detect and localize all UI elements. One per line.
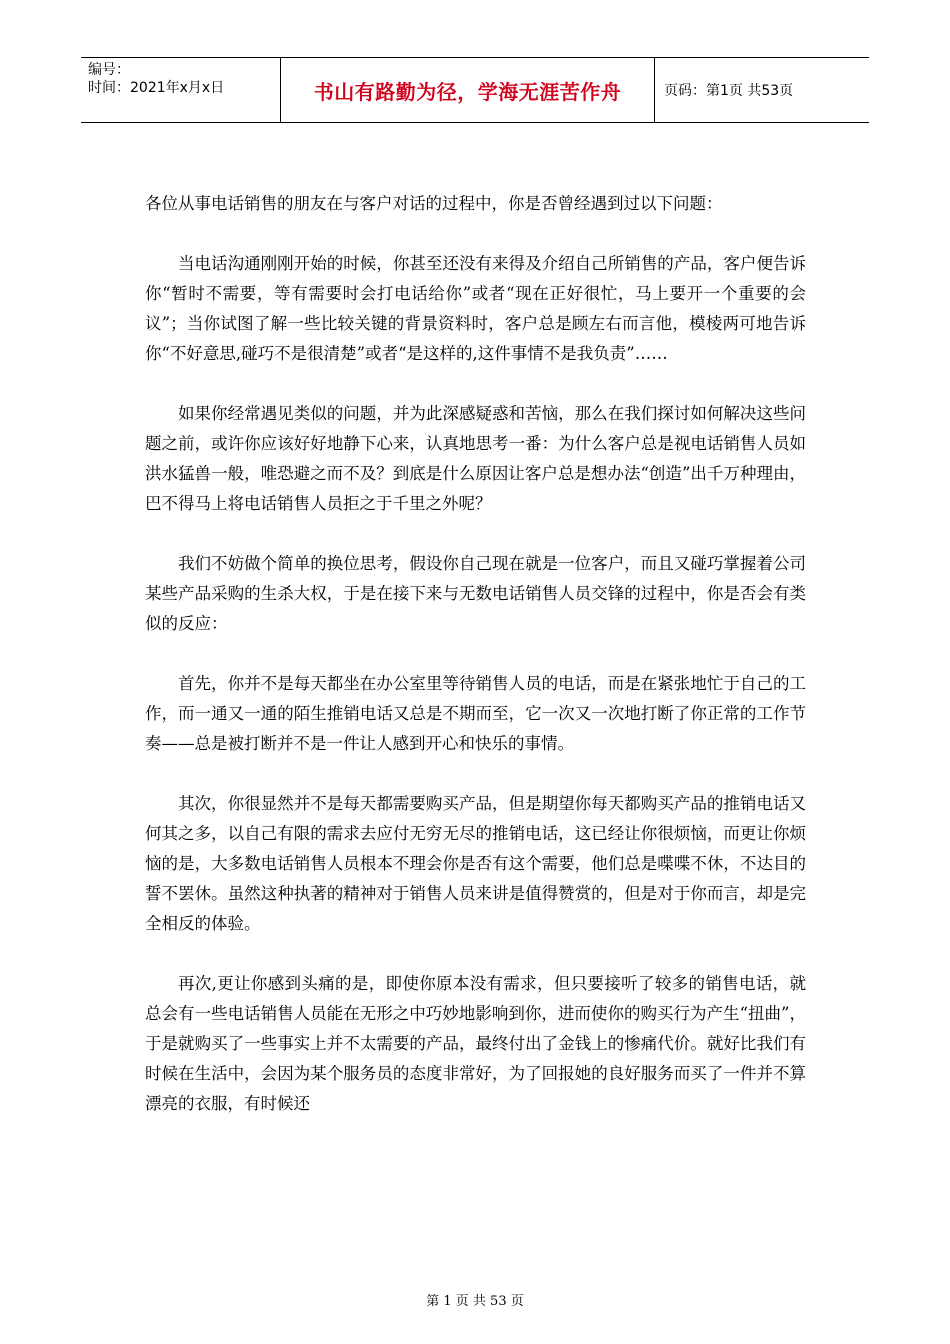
header-motto: 书山有路勤为径，学海无涯苦作舟: [281, 58, 655, 122]
paragraph-intro: 各位从事电话销售的朋友在与客户对话的过程中，你是否曾经遇到过以下问题：: [145, 194, 723, 213]
page-footer: 第 1 页 共 53 页: [426, 1294, 524, 1309]
paragraph: 其次，你很显然并不是每天都需要购买产品，但是期望你每天都购买产品的推销电话又何其之多，以自己有限的需求去应付无穷无尽的推销电话，这已经让你很烦恼，而更让你烦恼的是，大多数电话销售人员根本不理会你是否有这个需要，他们总是喋喋不休，不达目的誓不罢休。虽然这种执著的精神对于销售人员来讲是值得赞赏的，但是对于你而言，却是完全相反的体验。: [145, 794, 806, 933]
paragraph: 如果你经常遇见类似的问题，并为此深感疑惑和苦恼，那么在我们探讨如何解决这些问题之前，或许你应该好好地静下心来，认真地思考一番：为什么客户总是视电话销售人员如洪水猛兽一般，唯恐避之而不及？到底是什么原因让客户总是想办法“创造”出千万种理由，巴不得马上将电话销售人员拒之于千里之外呢？: [145, 404, 806, 513]
document-time-label: 时间：2021年x月x日: [88, 80, 225, 96]
document-header: [81, 57, 869, 123]
header-meta: [81, 58, 281, 122]
paragraph: 首先，你并不是每天都坐在办公室里等待销售人员的电话，而是在紧张地忙于自己的工作，而一通又一通的陌生推销电话又总是不期而至，它一次又一次地打断了你正常的工作节奏——总是被打断并不是一件让人感到开心和快乐的事情。: [145, 674, 806, 753]
document-body: [145, 189, 806, 1119]
paragraph: 再次,更让你感到头痛的是，即使你原本没有需求，但只要接听了较多的销售电话，就总会有一些电话销售人员能在无形之中巧妙地影响到你，进而使你的购买行为产生“扭曲”，于是就购买了一些事实上并不太需要的产品，最终付出了金钱上的惨痛代价。就好比我们有时候在生活中，会因为某个服务员的态度非常好，为了回报她的良好服务而买了一件并不算漂亮的衣服，有时候还: [145, 974, 806, 1113]
header-page-info: 页码：第1页 共53页: [664, 83, 794, 99]
paragraph: 我们不妨做个简单的换位思考，假设你自己现在就是一位客户，而且又碰巧掌握着公司某些产品采购的生杀大权，于是在接下来与无数电话销售人员交锋的过程中，你是否会有类似的反应：: [145, 554, 806, 633]
paragraph: 当电话沟通刚刚开始的时候，你甚至还没有来得及介绍自己所销售的产品，客户便告诉你“暂时不需要，等有需要时会打电话给你”或者“现在正好很忙，马上要开一个重要的会议”；当你试图了解一些比较关键的背景资料时，客户总是顾左右而言他，模棱两可地告诉你“不好意思,碰巧不是很清楚”或者“是这样的,这件事情不是我负责”……: [145, 254, 806, 363]
document-number-label: 编号：: [88, 62, 130, 78]
